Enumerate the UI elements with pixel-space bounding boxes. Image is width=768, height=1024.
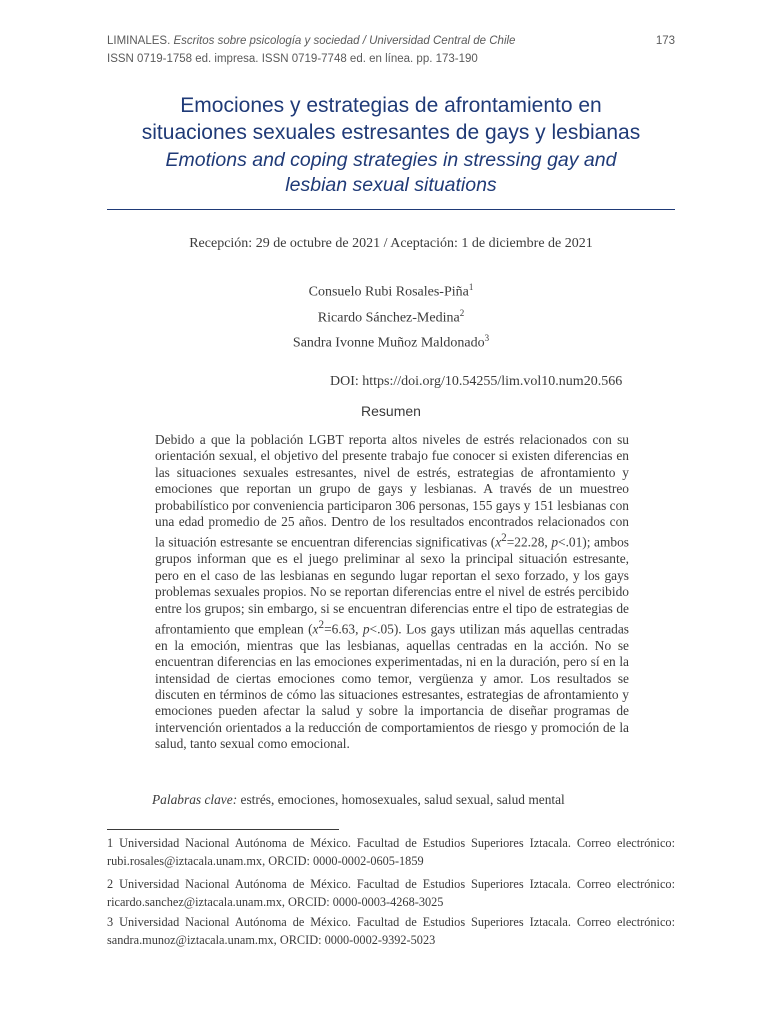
footnote-divider [107,829,339,830]
footnote-number: 2 [107,877,114,891]
title-english-line: lesbian sexual situations [285,174,497,196]
abstract-heading: Resumen [361,403,421,419]
author-name: Ricardo Sánchez-Medina [317,310,460,326]
footnote [107,875,675,911]
footnote-text: Universidad Nacional Autónoma de México. Facultad de Estudios Superiores Iztacala. Correo electrónico: ricardo.sanchez@iztacala.unam.mx, ORCID: 0000-0003-4268-3025 [107,877,675,909]
footnote-number: 1 [107,836,114,850]
author-list [107,277,675,354]
title-english [100,148,682,198]
keywords-list: estrés, emociones, homosexuales, salud sexual, salud mental [237,792,565,807]
page-number: 173 [655,35,675,47]
running-header [107,35,675,47]
author-name: Consuelo Rubi Rosales-Piña [308,284,469,300]
footnote-text: Universidad Nacional Autónoma de México. Facultad de Estudios Superiores Iztacala. Correo electrónico: sandra.munoz@iztacala.unam.mx, ORCID: 0000-0002-9392-5023 [107,915,675,947]
author-name: Sandra Ivonne Muñoz Maldonado [292,335,485,351]
chi-symbol: x [312,621,319,637]
footnote-text: Universidad Nacional Autónoma de México. Facultad de Estudios Superiores Iztacala. Correo electrónico: rubi.rosales@iztacala.unam.mx, ORCID: 0000-0002-0605-1859 [107,836,675,868]
footnote [107,913,675,949]
author [107,328,675,354]
abstract-text: Debido a que la población LGBT reporta altos niveles de estrés relacionados con su orientación sexual, el objetivo del presente trabajo fue conocer si existen diferencias en las situaciones sexuales estresantes, nivel de estrés, estrategias de afrontamiento y emociones que reportan un grupo de gays y lesbianas. A través de un muestreo probabilístico por conveniencia participaron 306 personas, 155 gays y 151 lesbianas con una edad promedio de 25 años. Dentro de los resultados encontrados relacionados con la situación estresante se encuentran diferencias significativas ( [155,432,629,550]
issn-line: ISSN 0719-1758 ed. impresa. ISSN 0719-7748 ed. en línea. pp. 173-190 [107,53,478,65]
footnote [107,834,675,870]
keywords [152,792,632,808]
title-divider [107,209,675,210]
keywords-label: Palabras clave: [152,792,238,807]
chi-exponent: 2 [318,618,325,631]
chi-exponent: 2 [501,532,507,545]
journal-name: LIMINALES. [107,35,171,47]
title-spanish [100,92,682,146]
author-footnote-ref[interactable]: 2 [459,307,465,318]
reception-dates: Recepción: 29 de octubre de 2021 / Aceptación: 1 de diciembre de 2021 [189,236,593,251]
title-english-line: Emotions and coping strategies in stressing gay and [165,149,617,171]
abstract-text: <.05). Los gays utilizan más aquellas centradas en la emoción, mientras que las lesbianas, aquellas centradas en la acción. No se encuentran diferencias en las emociones experimentadas, ni en la duración, pero sí en la intensidad de ciertas emociones como temor, vergüenza y amor. Los resultados se discuten en términos de cómo las situaciones estresantes, estrategias de afrontamiento y emociones pueden afectar la salud y sobre la importancia de diseñar programas de intervención orientados a la reducción de comportamientos de riesgo y promoción de la salud, tanto sexual como emocional. [155,621,629,752]
abstract-body [155,432,629,753]
abstract-text: <.01); ambos grupos informan que es el juego preliminar al sexo la principal situación estresante, pero en el caso de las lesbianas en segundo lugar reportan el sexo forzado, y los gays problemas sexuales propios. No se reportan diferencias entre el nivel de estrés percibido entre los grupos; sin embargo, si se encuentran diferencias entre el tipo de estrategias de afrontamiento que emplean ( [155,534,630,637]
footnote-number: 3 [107,915,114,929]
stat-value: =6.63, [324,621,363,637]
title-spanish-line: situaciones sexuales estresantes de gays y lesbianas [141,121,641,144]
author [107,277,675,303]
author-footnote-ref[interactable]: 1 [468,282,474,292]
p-symbol: p [362,621,370,637]
title-spanish-line: Emociones y estrategias de afrontamiento en [180,94,602,117]
doi-link[interactable]: DOI: https://doi.org/10.54255/lim.vol10.num20.566 [330,374,623,389]
journal-subtitle: Escritos sobre psicología y sociedad / Universidad Central de Chile [173,35,516,47]
chi-symbol: x [495,534,502,550]
p-symbol: p [551,534,559,550]
author [107,303,675,329]
author-footnote-ref[interactable]: 3 [484,333,490,344]
stat-value: =22.28, [506,534,552,550]
